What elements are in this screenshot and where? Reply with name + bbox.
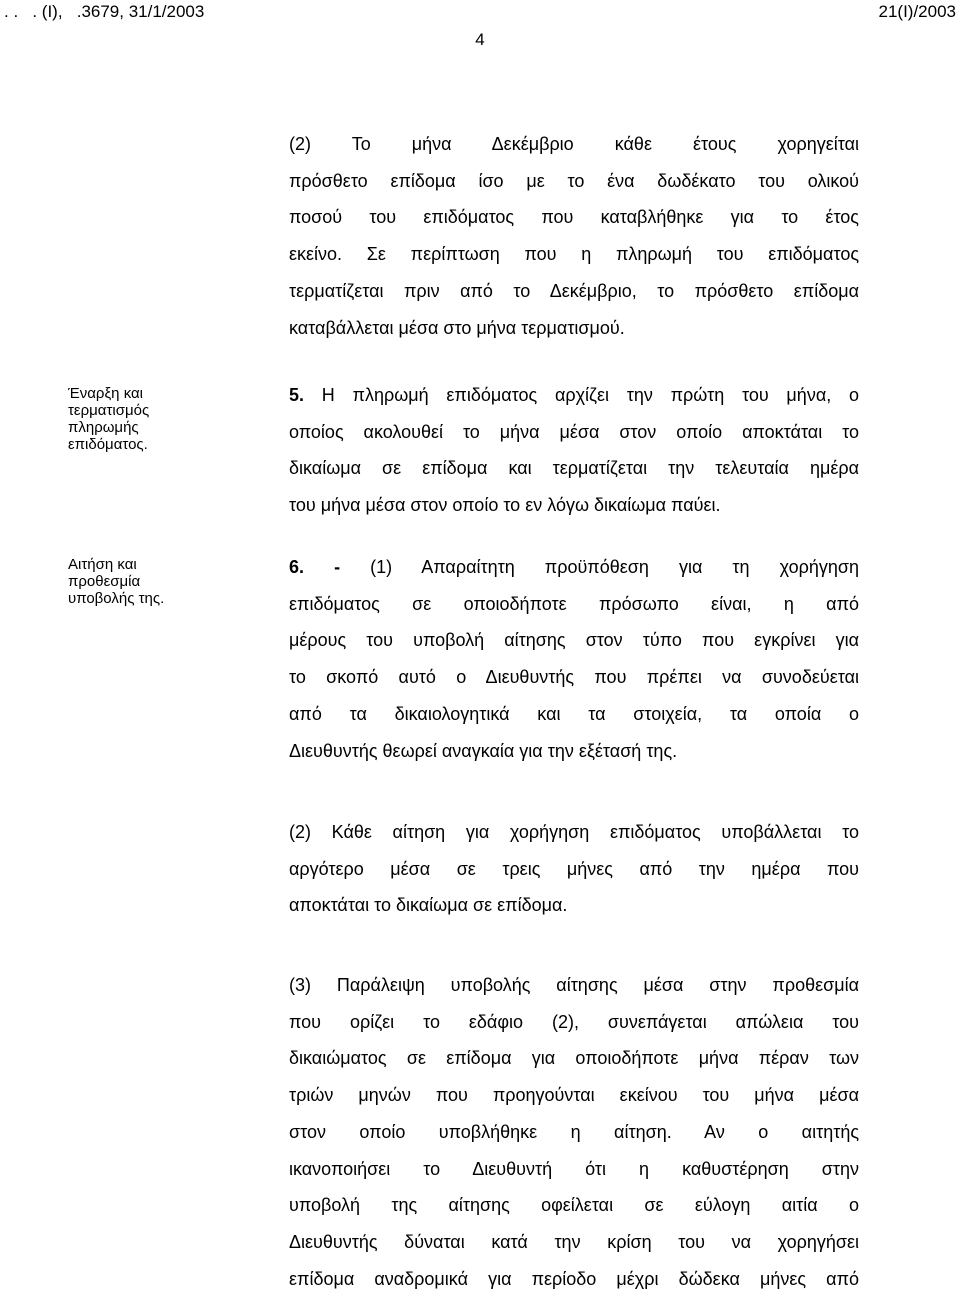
text-line: στον οποίο υποβλήθηκε η αίτηση. Αν ο αιτητής	[289, 1121, 859, 1142]
header-reference: . . . (Ι), .3679, 31/1/2003	[4, 2, 205, 21]
text-line: δικαίωμα σε επίδομα και τερματίζεται την τελευταία ημέρα	[289, 458, 859, 479]
margin-note-line: Έναρξη και	[68, 385, 144, 402]
text-line: καταβάλλεται μέσα στο μήνα τερματισμού.	[289, 317, 625, 338]
text-line: (3) Παράλειψη υποβολής αίτησης μέσα στην προθεσμία	[289, 975, 859, 995]
section-number: 5.	[289, 385, 305, 405]
text-line: από τα δικαιολογητικά και τα στοιχεία, τα οποία ο	[289, 703, 859, 724]
margin-note-line: υποβολής της.	[68, 590, 165, 607]
section-dash: -	[334, 557, 341, 577]
text-line: μέρους του υποβολή αίτησης στον τύπο που εγκρίνει για	[289, 630, 859, 651]
text-line: Διευθυντής δύναται κατά την κρίση του να χορηγήσει	[289, 1231, 859, 1252]
margin-note-line: επιδόματος.	[68, 436, 148, 453]
section-6-1	[289, 549, 859, 769]
text-line: οποίος ακολουθεί το μήνα μέσα στον οποίο αποκτάται το	[289, 421, 859, 442]
text-line: υποβολή της αίτησης οφείλεται σε εύλογη αιτία ο	[289, 1195, 859, 1216]
text-line: (2) Το μήνα Δεκέμβριο κάθε έτους χορηγείται	[289, 134, 859, 154]
margin-note-line: προθεσμία	[68, 573, 141, 590]
margin-note-section-5	[68, 385, 208, 453]
margin-note-section-6	[68, 556, 208, 607]
text-line: πρόσθετο επίδομα ίσο με το ένα δωδέκατο του ολικού	[289, 170, 859, 191]
text-line: επίδομα αναδρομικά για περίοδο μέχρι δώδεκα μήνες από	[289, 1268, 859, 1289]
text-line: του μήνα μέσα στον οποίο το εν λόγω δικαίωμα παύει.	[289, 495, 721, 516]
paragraph-4-2	[289, 126, 859, 346]
section-5	[289, 377, 859, 524]
text-line: ικανοποιήσει το Διευθυντή ότι η καθυστέρηση στην	[289, 1158, 859, 1179]
text-line	[289, 549, 859, 586]
text-fragment: Η πληρωμή επιδόματος αρχίζει την πρώτη του μήνα, ο	[321, 385, 859, 405]
text-line: αποκτάται το δικαίωμα σε επίδομα.	[289, 895, 568, 916]
text-line: εκείνο. Σε περίπτωση που η πληρωμή του επιδόματος	[289, 244, 859, 265]
page-number: 4	[475, 30, 485, 49]
text-line: (2) Κάθε αίτηση για χορήγηση επιδόματος υποβάλλεται το	[289, 822, 859, 842]
text-line: αργότερο μέσα σε τρεις μήνες από την ημέρα που	[289, 858, 859, 879]
margin-note-line: τερματισμός	[68, 402, 150, 419]
section-6-3	[289, 967, 859, 1297]
text-line	[289, 377, 859, 414]
text-line: τερματίζεται πριν από το Δεκέμβριο, το πρόσθετο επίδομα	[289, 280, 859, 301]
text-line: που ορίζει το εδάφιο (2), συνεπάγεται απώλεια του	[289, 1011, 859, 1032]
law-number: 21(Ι)/2003	[878, 2, 956, 21]
text-line: Διευθυντής θεωρεί αναγκαία για την εξέτασή της.	[289, 740, 678, 761]
section-number: 6.	[289, 557, 305, 577]
margin-note-line: πληρωμής	[68, 419, 139, 436]
margin-note-line: Αιτήση και	[68, 556, 137, 573]
section-6-2	[289, 814, 859, 924]
text-fragment: (1) Απαραίτητη προϋπόθεση για τη χορήγηση	[370, 557, 859, 577]
text-line: τριών μηνών που προηγούνται εκείνου του μήνα μέσα	[289, 1085, 859, 1106]
text-line: δικαιώματος σε επίδομα για οποιοδήποτε μήνα πέραν των	[289, 1048, 859, 1069]
text-line: το σκοπό αυτό ο Διευθυντής που πρέπει να συνοδεύεται	[289, 667, 859, 688]
text-line: επιδόματος σε οποιοδήποτε πρόσωπο είναι, η από	[289, 593, 859, 614]
text-line: ποσού του επιδόματος που καταβλήθηκε για το έτος	[289, 207, 859, 228]
